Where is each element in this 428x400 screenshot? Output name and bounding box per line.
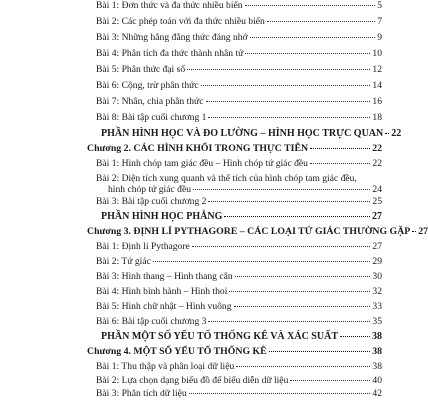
toc-row: [0, 80, 382, 92]
toc-row: [0, 301, 382, 313]
dot-leader: [235, 276, 371, 277]
dot-leader: [245, 53, 370, 54]
toc-row: [0, 96, 382, 108]
toc-page: 38: [372, 346, 382, 357]
toc-row: [0, 16, 382, 28]
toc-page: 22: [372, 158, 382, 169]
toc-row: [0, 184, 382, 196]
toc-page: 40: [372, 375, 382, 386]
toc-title: Bài 2: Lựa chọn dạng biểu đồ để biểu diễn dữ liệu: [96, 375, 289, 386]
dot-leader: [229, 291, 370, 292]
toc-title: PHẦN HÌNH HỌC VÀ ĐO LƯỜNG – HÌNH HỌC TRỰC QUAN: [101, 128, 384, 139]
toc-page: 33: [372, 301, 382, 312]
dot-leader: [385, 133, 389, 134]
toc-title: Bài 3: Hình thang – Hình thang cân: [96, 271, 233, 282]
toc-page: 18: [372, 112, 382, 123]
toc-page: 38: [372, 361, 382, 372]
toc-page: 42: [372, 388, 382, 399]
dot-leader: [269, 351, 370, 352]
dot-leader: [340, 336, 370, 337]
toc-page: 27: [418, 226, 428, 237]
toc-row: [0, 388, 382, 400]
toc-page: 24: [372, 184, 382, 195]
toc-page: 35: [372, 316, 382, 327]
toc-row: [0, 64, 382, 76]
toc-title: Bài 6: Bài tập cuối chương 3: [96, 316, 207, 327]
toc-row: [0, 158, 382, 170]
dot-leader: [153, 261, 371, 262]
toc-row: [0, 286, 382, 298]
toc-title: Bài 3: Phân tích dữ liệu: [96, 388, 187, 399]
toc-row: [0, 271, 382, 283]
dot-leader: [193, 189, 370, 190]
toc-page: 9: [377, 32, 382, 43]
dot-leader: [310, 148, 370, 149]
toc-title: Bài 1: Đơn thức và đa thức nhiều biến: [96, 0, 243, 11]
dot-leader: [201, 85, 371, 86]
toc-page: 38: [372, 331, 382, 342]
toc-part-heading: [0, 128, 402, 140]
toc-title: Bài 8: Bài tập cuối chương 1: [96, 112, 207, 123]
toc-row: [0, 316, 382, 328]
toc-page: 7: [377, 16, 382, 27]
toc-title: PHẦN MỘT SỐ YẾU TỐ THỐNG KÊ VÀ XÁC SUẤT: [101, 331, 338, 342]
toc-page: 22: [372, 143, 382, 154]
toc-page: 10: [372, 48, 382, 59]
toc-row: [0, 112, 382, 124]
dot-leader: [412, 231, 416, 232]
toc-title: hình chóp tứ giác đều: [108, 184, 191, 195]
toc-title: Bài 3: Bài tập cuối chương 2: [96, 196, 207, 207]
toc-row-title: Bài 2: Diện tích xung quanh và thể tích của hình chóp tam giác đều,: [96, 173, 357, 184]
toc-page: 22: [391, 128, 402, 139]
toc-page: 16: [372, 96, 382, 107]
toc-chapter-heading: [0, 346, 382, 358]
toc-title: Bài 6: Cộng, trừ phân thức: [96, 80, 199, 91]
toc-title: Bài 1: Hình chóp tam giác đều – Hình chóp tứ giác đều: [96, 158, 308, 169]
toc-row: [0, 375, 382, 387]
toc-title: PHẦN HÌNH HỌC PHẲNG: [101, 211, 223, 222]
dot-leader: [310, 163, 370, 164]
toc-row: [0, 361, 382, 373]
toc-title: Bài 2: Tứ giác: [96, 256, 151, 267]
toc-page: 14: [372, 80, 382, 91]
toc-title: Bài 4: Phân tích đa thức thành nhân tử: [96, 48, 244, 59]
toc-title: Chương 4. MỘT SỐ YẾU TỐ THỐNG KÊ: [87, 346, 267, 357]
toc-page: 12: [372, 64, 382, 75]
toc-chapter-heading: [0, 143, 382, 155]
toc-row: [0, 196, 382, 208]
toc-title: Bài 2: Các phép toán với đa thức nhiều biến: [96, 16, 265, 27]
toc-title: Bài 1: Thu thập và phân loại dữ liệu: [96, 361, 235, 372]
dot-leader: [187, 69, 370, 70]
toc-part-heading: [0, 211, 382, 223]
dot-leader: [250, 37, 376, 38]
dot-leader: [267, 21, 375, 22]
dot-leader: [208, 117, 370, 118]
toc-title: Bài 7: Nhân, chia phân thức: [96, 96, 204, 107]
toc-row: [0, 256, 382, 268]
toc-title: Bài 3: Những hằng đẳng thức đáng nhớ: [96, 32, 248, 43]
dot-leader: [189, 393, 371, 394]
toc-row: [0, 241, 382, 253]
toc-page: 27: [372, 211, 382, 222]
dot-leader: [290, 380, 370, 381]
toc-part-heading: [0, 331, 382, 343]
dot-leader: [234, 306, 371, 307]
dot-leader: [206, 101, 371, 102]
dot-leader: [245, 5, 376, 6]
dot-leader: [192, 246, 371, 247]
dot-leader: [208, 201, 370, 202]
toc-page: 32: [372, 286, 382, 297]
toc-page: 27: [372, 241, 382, 252]
toc-row: [0, 0, 382, 12]
dot-leader: [224, 216, 370, 217]
dot-leader: [208, 321, 370, 322]
toc-page: 25: [372, 196, 382, 207]
toc-title: Chương 3. ĐỊNH LÍ PYTHAGORE – CÁC LOẠI TỨ GIÁC THƯỜNG GẶP: [87, 226, 411, 237]
toc-row: [0, 48, 382, 60]
toc-title: Bài 5: Phân thức đại số: [96, 64, 186, 75]
dot-leader: [236, 366, 370, 367]
toc-page: 30: [372, 271, 382, 282]
toc-page: 29: [372, 256, 382, 267]
toc-title: Bài 4: Hình bình hành – Hình thoi: [96, 286, 228, 297]
toc-row: [0, 32, 382, 44]
toc-page: 5: [377, 0, 382, 11]
toc-title: Bài 5: Hình chữ nhật – Hình vuông: [96, 301, 232, 312]
toc-chapter-heading: [0, 226, 428, 238]
toc-title: Chương 2. CÁC HÌNH KHỐI TRONG THỰC TIỄN: [87, 143, 309, 154]
toc-title: Bài 1: Định lí Pythagore: [96, 241, 190, 252]
